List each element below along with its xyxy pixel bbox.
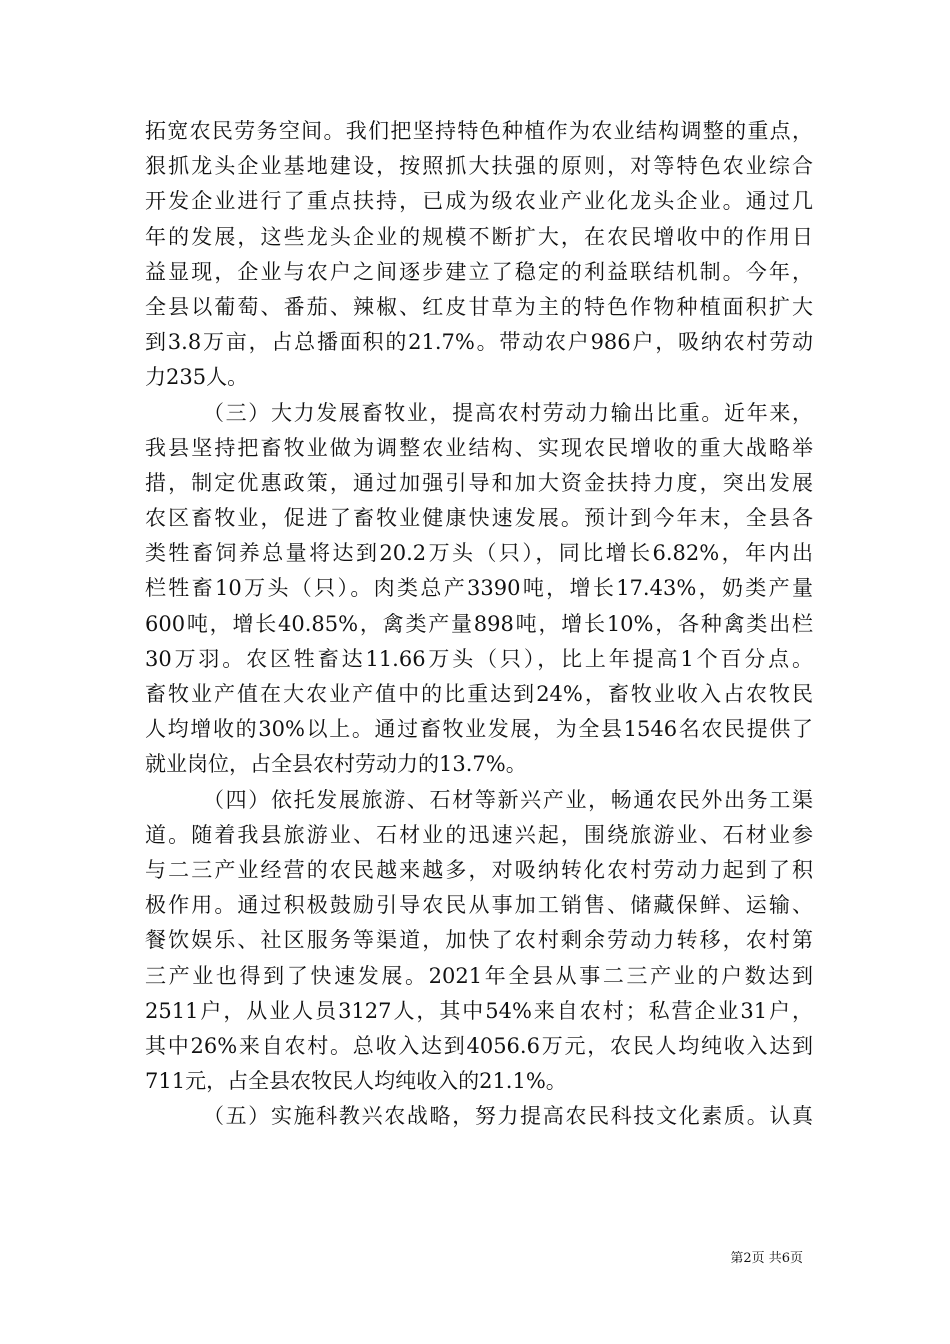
text-line: 餐饮娱乐、社区服务等渠道，加快了农村剩余劳动力转移，农村第 (145, 928, 813, 953)
text-line: 畜牧业产值在大农业产值中的比重达到24%，畜牧业收入占农牧民 (145, 682, 813, 706)
paragraph-heading-line: （三）大力发展畜牧业，提高农村劳动力输出比重。近年来， (203, 400, 813, 425)
text-line: 我县坚持把畜牧业做为调整农业结构、实现农民增收的重大战略举 (145, 435, 813, 460)
text-line: 狠抓龙头企业基地建设，按照抓大扶强的原则，对等特色农业综合 (145, 154, 813, 179)
text-line: 就业岗位，占全县农村劳动力的13.7%。 (145, 752, 527, 777)
text-line: 711元，占全县农牧民人均纯收入的21.1%。 (145, 1069, 567, 1094)
text-line: 措，制定优惠政策，通过加强引导和加大资金扶持力度，突出发展 (145, 470, 813, 495)
paragraph-heading-line: （五）实施科教兴农战略，努力提高农民科技文化素质。认真 (203, 1104, 813, 1129)
text-line: 2511户，从业人员3127人，其中54%来自农村；私营企业31户， (145, 998, 813, 1023)
text-line: 30万羽。农区牲畜达11.66万头（只），比上年提高1个百分点。 (145, 646, 813, 671)
text-line: 与二三产业经营的农民越来越多，对吸纳转化农村劳动力起到了积 (145, 857, 813, 882)
text-line: 到3.8万亩，占总播面积的21.7%。带动农户986户，吸纳农村劳动 (145, 330, 813, 355)
text-line: 力235人。 (145, 365, 249, 390)
text-line: 益显现，企业与农户之间逐步建立了稳定的利益联结机制。今年， (145, 259, 813, 284)
text-line: 三产业也得到了快速发展。2021年全县从事二三产业的户数达到 (145, 963, 813, 988)
page-number-footer: 第2页 共6页 (730, 1251, 803, 1266)
text-line: 农区畜牧业，促进了畜牧业健康快速发展。预计到今年末，全县各 (145, 506, 813, 531)
text-line: 开发企业进行了重点扶持，已成为级农业产业化龙头企业。通过几 (145, 189, 813, 214)
body-text (145, 114, 813, 1134)
text-line: 栏牲畜10万头（只）。肉类总产3390吨，增长17.43%，奶类产量 (145, 576, 813, 601)
text-line: 类牲畜饲养总量将达到20.2万头（只），同比增长6.82%，年内出 (145, 541, 813, 566)
text-line: 全县以葡萄、番茄、辣椒、红皮甘草为主的特色作物种植面积扩大 (145, 294, 813, 319)
text-line: 年的发展，这些龙头企业的规模不断扩大，在农民增收中的作用日 (145, 224, 813, 249)
paragraph-heading-line: （四）依托发展旅游、石材等新兴产业，畅通农民外出务工渠 (203, 787, 813, 812)
text-line: 拓宽农民劳务空间。我们把坚持特色种植作为农业结构调整的重点， (145, 119, 813, 143)
text-line: 道。随着我县旅游业、石材业的迅速兴起，围绕旅游业、石材业参 (145, 822, 813, 847)
text-line: 极作用。通过积极鼓励引导农民从事加工销售、储藏保鲜、运输、 (145, 893, 813, 918)
text-line: 人均增收的30%以上。通过畜牧业发展，为全县1546名农民提供了 (145, 717, 813, 742)
text-line: 其中26%来自农村。总收入达到4056.6万元，农民人均纯收入达到 (145, 1033, 813, 1058)
text-line: 600吨，增长40.85%，禽类产量898吨，增长10%，各种禽类出栏 (145, 611, 813, 636)
